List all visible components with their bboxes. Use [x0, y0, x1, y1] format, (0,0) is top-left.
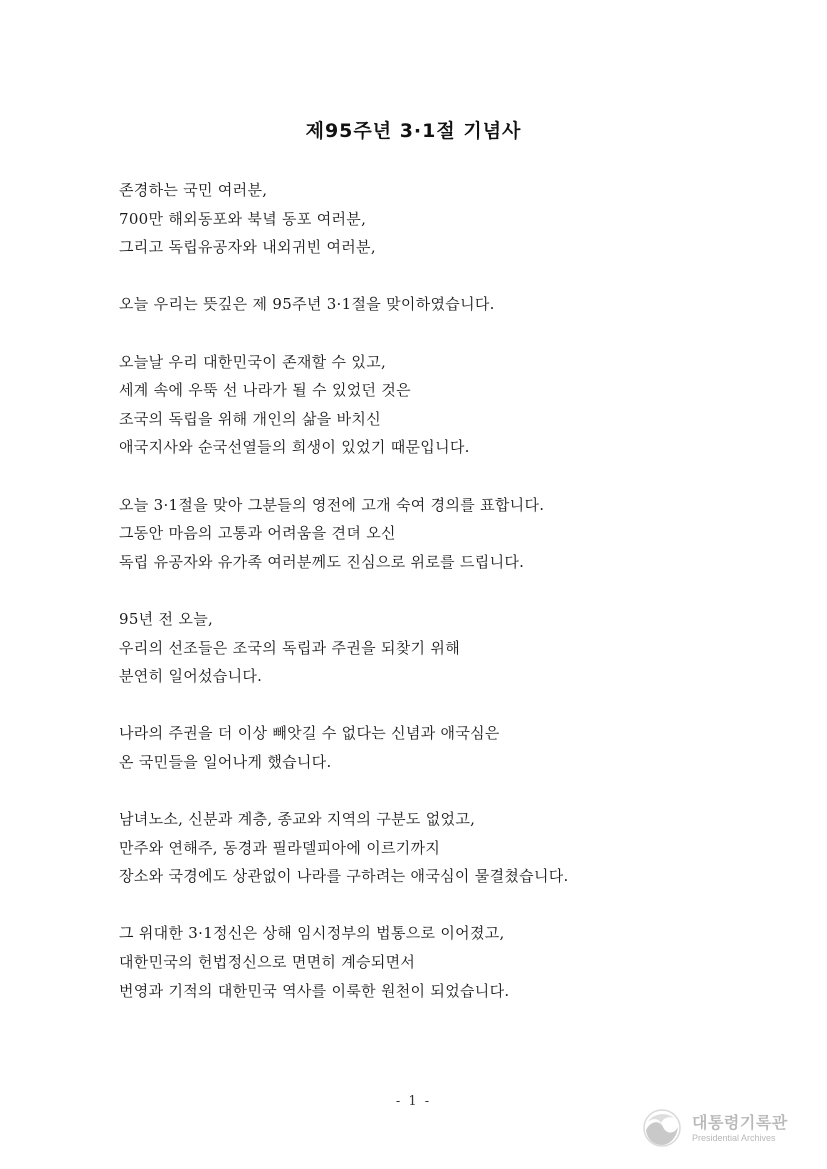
presidential-archives-watermark	[642, 1103, 817, 1153]
speech-line: 나라의 주권을 더 이상 빼앗길 수 없다는 신념과 애국심은	[119, 724, 500, 743]
document-title: 제95주년 3·1절 기념사	[305, 120, 522, 142]
speech-line: 세계 속에 우뚝 선 나라가 될 수 있었던 것은	[119, 381, 411, 400]
speech-line: 그 위대한 3·1정신은 상해 임시정부의 법통으로 이어졌고,	[119, 924, 505, 943]
speech-paragraph	[119, 290, 759, 319]
speech-paragraph	[119, 719, 759, 776]
taegeuk-logo-icon	[642, 1108, 682, 1148]
speech-paragraph	[119, 348, 759, 462]
speech-line: 애국지사와 순국선열들의 희생이 있었기 때문입니다.	[119, 438, 470, 457]
speech-line: 오늘날 우리 대한민국이 존재할 수 있고,	[119, 352, 387, 371]
speech-line: 오늘 3·1절을 맞아 그분들의 영전에 고개 숙여 경의를 표합니다.	[119, 495, 545, 514]
speech-line: 우리의 선조들은 조국의 독립과 주권을 되찾기 위해	[119, 638, 461, 657]
speech-line: 만주와 연해주, 동경과 필라델피아에 이르기까지	[119, 838, 441, 857]
speech-line: 조국의 독립을 위해 개인의 삶을 바치신	[119, 409, 381, 428]
speech-line: 오늘 우리는 뜻깊은 제 95주년 3·1절을 맞이하였습니다.	[119, 295, 495, 314]
speech-line: 독립 유공자와 유가족 여러분께도 진심으로 위로를 드립니다.	[119, 552, 525, 571]
speech-line: 분연히 일어섰습니다.	[119, 667, 263, 686]
speech-line: 그동안 마음의 고통과 어려움을 견뎌 오신	[119, 524, 396, 543]
speech-paragraph	[119, 605, 759, 691]
speech-body	[119, 176, 759, 1034]
speech-paragraph	[119, 919, 759, 1005]
archives-name-english: Presidential Archives	[692, 1132, 776, 1143]
speech-line: 95년 전 오늘,	[119, 609, 214, 628]
speech-paragraph	[119, 176, 759, 262]
speech-line: 700만 해외동포와 북녘 동포 여러분,	[119, 209, 367, 228]
speech-line: 온 국민들을 일어나게 했습니다.	[119, 752, 332, 771]
speech-line: 존경하는 국민 여러분,	[119, 181, 268, 199]
speech-paragraph	[119, 491, 759, 577]
archives-name-korean: 대통령기록관	[692, 1112, 788, 1132]
speech-line: 장소와 국경에도 상관없이 나라를 구하려는 애국심이 물결쳤습니다.	[119, 867, 569, 886]
speech-paragraph	[119, 805, 759, 891]
speech-line: 그리고 독립유공자와 내외귀빈 여러분,	[119, 238, 376, 257]
speech-line: 남녀노소, 신분과 계층, 종교와 지역의 구분도 없었고,	[119, 810, 476, 829]
speech-line: 대한민국의 헌법정신으로 면면히 계승되면서	[119, 953, 416, 972]
page-number: - 1 -	[395, 1094, 432, 1109]
speech-line: 번영과 기적의 대한민국 역사를 이룩한 원천이 되었습니다.	[119, 981, 510, 1000]
